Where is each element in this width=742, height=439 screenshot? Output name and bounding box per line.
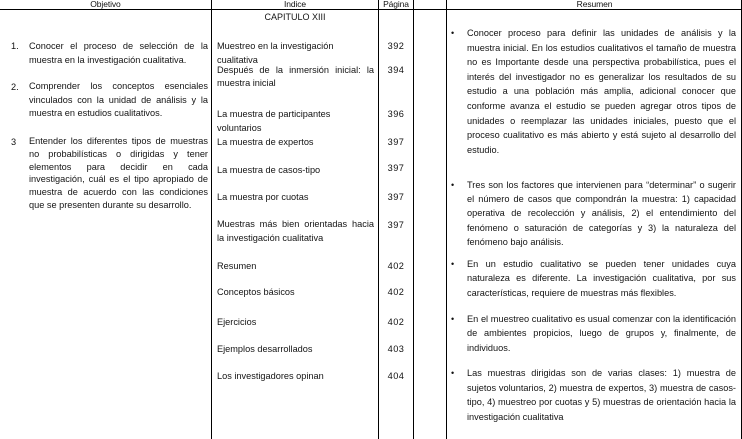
- objective-item: Entender los diferentes tipos de muestras no probabilísticas o dirigidas y tener elementos para decidir en cada investigación, cuál es el tipo apropiado de muestra de acuerdo con las condiciones que se presenten durante su desarrollo.: [29, 136, 208, 210]
- index-page: 397: [387, 192, 405, 202]
- header-objetivo: Objetivo: [90, 0, 121, 9]
- index-entry: Conceptos básicos: [217, 287, 295, 297]
- summary-item: Las muestras dirigidas son de varias clases: 1) muestra de sujetos voluntarios, 2) muestra de expertos, 3) muestra de casos-tipo, 4) muestreo por cuotas y 5) muestras de orientación hacia la investigación cualitativa: [467, 368, 736, 422]
- index-entry: La muestra por cuotas: [217, 192, 309, 202]
- index-page: 397: [387, 220, 405, 230]
- objective-number: 3: [11, 137, 17, 147]
- index-entry: Los investigadores opinan: [217, 371, 324, 381]
- index-page: 402: [387, 317, 405, 327]
- index-page: 396: [387, 109, 405, 119]
- bullet-icon: •: [451, 180, 455, 190]
- index-entry: La muestra de expertos: [217, 137, 314, 147]
- header-resumen: Resumen: [576, 0, 613, 9]
- index-entry: Después de la inmersión inicial: la muestra inicial: [217, 65, 374, 88]
- index-entry: La muestra de casos-tipo: [217, 165, 321, 175]
- bullet-icon: •: [451, 368, 455, 378]
- bullet-icon: •: [451, 259, 455, 269]
- bullet-icon: •: [451, 28, 455, 38]
- index-entry: Muestreo en la investigación cualitativa: [217, 41, 334, 65]
- index-entry: Ejercicios: [217, 317, 257, 327]
- index-page: 397: [387, 163, 405, 173]
- index-entry: Muestras más bien orientadas hacia la investigación cualitativa: [217, 219, 374, 243]
- index-page: 397: [387, 137, 405, 147]
- index-page: 394: [387, 65, 405, 75]
- column-divider-1: [211, 0, 212, 439]
- objective-number: 2.: [11, 82, 19, 92]
- index-entry: La muestra de participantes voluntarios: [217, 109, 331, 133]
- index-page: 392: [387, 41, 405, 51]
- index-page: 403: [387, 344, 405, 354]
- header-pagina: Página: [383, 0, 409, 9]
- index-page: 402: [387, 261, 405, 271]
- index-page: 402: [387, 287, 405, 297]
- objective-item: Comprender los conceptos esenciales vinculados con la unidad de análisis y la muestra en estudios cualitativos.: [29, 81, 208, 118]
- bullet-icon: •: [451, 314, 455, 324]
- index-entry: Resumen: [217, 261, 257, 271]
- column-divider-4: [446, 0, 447, 439]
- chapter-title: CAPITULO XIII: [264, 12, 326, 22]
- summary-item: Conocer proceso para definir las unidades de análisis y la muestra inicial. En los estudios cualitativos el tamaño de muestra no es Importante desde una perspectiva probabilística, pues el interés del investigador no es generalizar los resultados de su estudio a una población más amplia, adicional conocer que conforme avanza el estudio se pueden agregar otros tipos de unidades o reemplazar las unidades iniciales, puesto que el proceso cualitativo es más abierto y está sujeto al desarrollo del estudio.: [467, 28, 736, 155]
- objective-item: Conocer el proceso de selección de la muestra en la investigación cualitativa.: [29, 41, 208, 65]
- header-indice: Indice: [283, 0, 307, 9]
- summary-item: En un estudio cualitativo se pueden tener unidades cuya naturaleza es diferente. La investigación cualitativa, por sus características, requiere de muestras más flexibles.: [467, 259, 736, 298]
- summary-item: En el muestreo cualitativo es usual comenzar con la identificación de ambientes propicios, luego de grupos y, finalmente, de individuos.: [467, 314, 736, 353]
- index-page: 404: [387, 371, 405, 381]
- objective-number: 1.: [11, 41, 19, 51]
- summary-item: Tres son los factores que intervienen para “determinar” o sugerir el número de casos que compondrán la muestra: 1) capacidad operativa de recolección y análisis, 2) el entendimiento del fenómeno o saturación de categorías y 3) la naturaleza del fenómeno bajo análisis.: [467, 180, 736, 247]
- index-entry: Ejemplos desarrollados: [217, 344, 313, 354]
